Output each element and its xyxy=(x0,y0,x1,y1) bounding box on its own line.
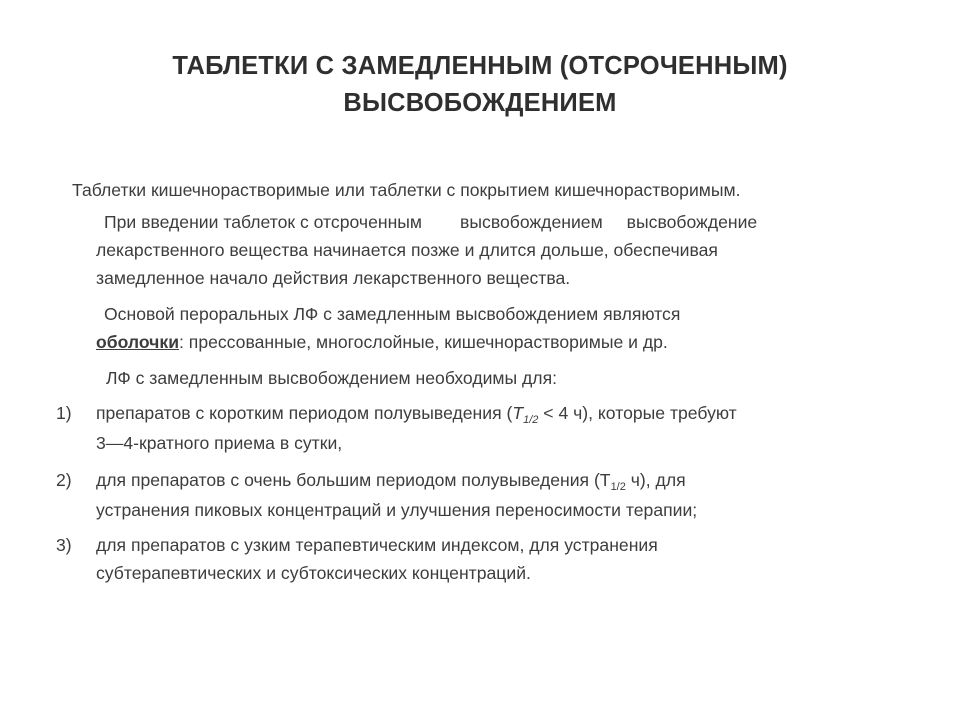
para3-text: ЛФ с замедленным высвобождением необходимы для: xyxy=(106,368,557,388)
list-item-2-text-a: для препаратов с очень большим периодом полувыведения (Т xyxy=(96,470,611,490)
title-line-1: ТАБЛЕТКИ С ЗАМЕДЛЕННЫМ (ОТСРОЧЕННЫМ) xyxy=(172,52,788,80)
list-item-3-line2: субтерапевтических и субтоксических концентраций. xyxy=(96,563,531,583)
para1-line2: лекарственного вещества начинается позже и длится дольше, обеспечивая xyxy=(96,240,718,260)
list-item-2-sub: 1/2 xyxy=(610,481,626,493)
list-item-1-sub: 1/2 xyxy=(523,414,539,426)
para1-line1c: высвобождение xyxy=(626,212,758,232)
list-item-2-line1 xyxy=(96,466,686,494)
list-item-3-line1: для препаратов с узким терапевтическим индексом, для устранения xyxy=(96,535,658,555)
para1-line1a: При введении таблеток с отсроченным xyxy=(104,212,423,232)
para2-bold-term: оболочки xyxy=(96,332,180,352)
list-item-1-line2: 3—4-кратного приема в сутки, xyxy=(96,433,343,453)
slide-title xyxy=(0,48,960,122)
list-item-1-t: Т xyxy=(512,403,524,423)
para2-line2 xyxy=(96,328,668,356)
para1-line1 xyxy=(96,208,757,236)
list-number-2: 2) xyxy=(56,470,72,490)
para2-line2-rest: : прессованные, многослойные, кишечнорастворимые и др. xyxy=(179,332,668,352)
para1-line1b: высвобождением xyxy=(460,212,603,232)
list-item-1-text-a: препаратов с коротким периодом полувыведения ( xyxy=(96,403,513,423)
list-item-1-text-b: < 4 ч), которые требуют xyxy=(538,403,737,423)
list-number-1: 1) xyxy=(56,403,72,423)
list-number-3: 3) xyxy=(56,535,72,555)
list-item-1-line1 xyxy=(96,399,737,427)
para2-line1: Основой пероральных ЛФ с замедленным высвобождением являются xyxy=(104,304,681,324)
list-item-2-text-b: ч), для xyxy=(625,470,686,490)
list-item-2-line2: устранения пиковых концентраций и улучшения переносимости терапии; xyxy=(96,500,698,520)
intro-text: Таблетки кишечнорастворимые или таблетки с покрытием кишечнорастворимым. xyxy=(72,180,741,200)
title-line-2: ВЫСВОБОЖДЕНИЕМ xyxy=(343,89,617,117)
para1-line3: замедленное начало действия лекарственного вещества. xyxy=(96,268,571,288)
